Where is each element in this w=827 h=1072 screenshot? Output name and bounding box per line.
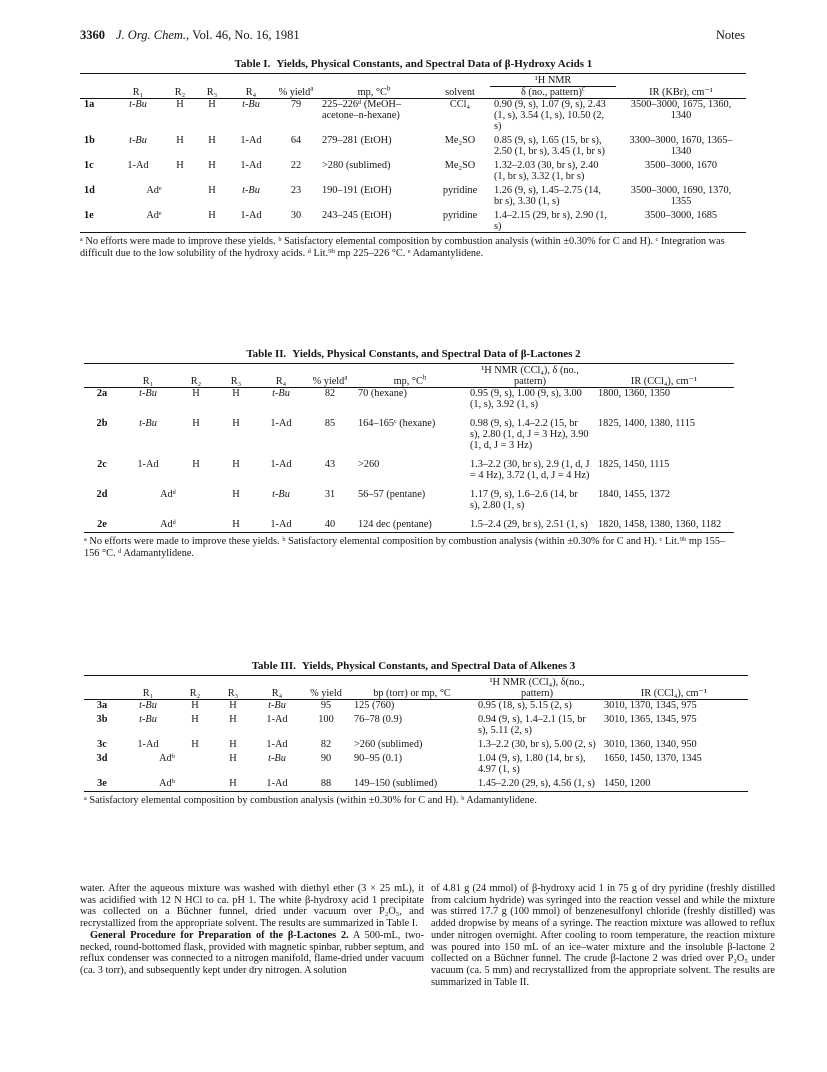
body-paragraph: water. After the aqueous mixture was washed with diethyl ether (3 × 25 mL), it was acidified with 12 N HCl to ca. pH 1. The white β-hydroxy acid 1 precipitate was collected on a Büchner funnel, dried under vacuum over P₂O₅, and recrystallized from the appropriate solvent. The results are summarized in Table I. xyxy=(80,883,424,930)
table-row: 3e Adᵇ H 1-Ad 88 149–150 (sublimed) 1.45–2.20 (29, s), 4.56 (1, s) 1450, 1200 xyxy=(84,775,748,792)
table-row: 1a t-Bu H H t-Bu 79 225–226ᵈ (MeOH–acetone–n-hexane) CCl₄ 0.90 (9, s), 1.07 (9, s), 2.43 (1, s), 3.54 (1, s), 10.50 (2, s) 3500–3000, 1675, 1360, 1340 xyxy=(84,99,732,132)
table-row: 3d Adᵇ H t-Bu 90 90–95 (0.1) 1.04 (9, s), 1.80 (14, br s), 4.97 (1, s) 1650, 1450, 1370, 1345 xyxy=(96,753,702,775)
table-3 xyxy=(84,675,748,792)
journal-volume: Vol. 46, No. 16, 1981 xyxy=(192,28,300,42)
table-3-header-yield: % yield xyxy=(310,688,342,699)
table-1-header-solvent: solvent xyxy=(445,87,475,98)
table-2-header-ir: IR (CCl₄), cm⁻¹ xyxy=(630,376,698,387)
table-3-header-r2: R₂ xyxy=(189,688,201,699)
table-1-header-r1: R₁ xyxy=(132,87,144,98)
table-row: 2c 1-Ad H H 1-Ad 43 >260 1.3–2.2 (30, br s), 2.9 (1, d, J = 4 Hz), 3.72 (1, d, J = 4 Hz) 1825, 1450, 1115 xyxy=(97,459,670,481)
body-left-column xyxy=(80,883,424,977)
table-1-caption: Table I. Yields, Physical Constants, and Spectral Data of β-Hydroxy Acids 1 xyxy=(234,58,593,70)
table-2-header-r1: R₁ xyxy=(142,376,154,387)
section-name: Notes xyxy=(715,28,745,42)
table-3-caption: Table III. Yields, Physical Constants, and Spectral Data of Alkenes 3 xyxy=(251,660,576,672)
table-1-header-mp: mp, $^\circ C^b$ xyxy=(357,84,391,98)
table-row: 2a t-Bu H H t-Bu 82 70 (hexane) 0.95 (9, s), 1.00 (9, s), 3.00 (1, s), 3.92 (1, s) 1800, 1360, 1350 xyxy=(96,388,671,410)
journal-name: J. Org. Chem., Vol. 46, No. 16, 1981 xyxy=(116,28,300,42)
table-2-header-mp: mp, $^\circ C^b$ xyxy=(393,373,427,387)
table-2-header-r4: R₄ xyxy=(275,376,287,387)
table-row: 2e Adᵈ H 1-Ad 40 124 dec (pentane) 1.5–2.4 (29, br s), 2.51 (1, s) 1820, 1458, 1380, 1360, 1182 xyxy=(84,511,734,533)
table-row: 1d Adᵉ H t-Bu 23 190–191 (EtOH) pyridine 1.26 (9, s), 1.45–2.75 (14, br s), 3.30 (1, s) 3500–3000, 1690, 1370, 1355 xyxy=(84,185,732,207)
table-1-footnotes: ᵃ No efforts were made to improve these yields. ᵇ Satisfactory elemental composition by combustion analysis (within ±0.30% for C and H). ᶜ Integration was difficult due to the low solubility of the hydroxy acids. ᵈ Lit.⁹ᵇ mp 225–226 °C. ᵉ Adamantylidene. xyxy=(80,236,725,259)
table-2-block xyxy=(0,348,827,560)
table-1 xyxy=(80,73,746,233)
section-heading: General Procedure for Preparation of the β-Lactones 2. xyxy=(90,929,349,941)
table-1-header-nmr: δ (no., pattern)$^c$ xyxy=(520,84,585,98)
table-1-block xyxy=(0,58,827,260)
table-3-header-r1: R₁ xyxy=(142,688,154,699)
page-number: 3360 xyxy=(80,28,105,42)
table-row: 1c 1-Ad H H 1-Ad 22 >280 (sublimed) Me₂SO 1.32–2.03 (30, br s), 2.40 (1, br s), 3.32 (1, br s) 3500–3000, 1670 xyxy=(84,160,718,182)
table-2-footnotes: ᵃ No efforts were made to improve these yields. ᵇ Satisfactory elemental composition by combustion analysis (within ±0.30% for C and H). ᶜ Lit.⁹ᵇ mp 155–156 °C. ᵈ Adamantylidene. xyxy=(84,536,726,559)
table-3-footnotes: ᵃ Satisfactory elemental composition by combustion analysis (within ±0.30% for C and H). ᵇ Adamantylidene. xyxy=(84,795,537,806)
table-2-header-r2: R₂ xyxy=(190,376,202,387)
table-row: 2d Adᵈ H t-Bu 31 56–57 (pentane) 1.17 (9, s), 1.6–2.6 (14, br s), 2.80 (1, s) 1840, 1455, 1372 xyxy=(96,489,671,511)
table-1-header-r3: R₃ xyxy=(206,87,218,98)
table-3-block xyxy=(0,660,827,807)
table-2 xyxy=(84,363,734,533)
table-3-header-ir: IR (CCl₄), cm⁻¹ xyxy=(640,688,708,699)
table-2-header-yield: % yield$^a$ xyxy=(312,373,348,387)
table-3-header-nmr: ¹H NMR (CCl₄), δ(no., pattern) xyxy=(489,677,585,699)
table-2-caption: Table II. Yields, Physical Constants, and Spectral Data of β-Lactones 2 xyxy=(246,348,581,360)
table-1-nmr-group-header: ¹H NMR xyxy=(490,74,616,87)
body-right-column xyxy=(431,883,775,988)
table-1-header-r2: R₂ xyxy=(174,87,186,98)
table-2-header-r3: R₃ xyxy=(230,376,242,387)
table-row: 3b t-Bu H H 1-Ad 100 76–78 (0.9) 0.94 (9, s), 1.4–2.1 (15, br s), 5.11 (2, s) 3010, 1365, 1345, 975 xyxy=(96,714,697,736)
table-1-header-yield: % yield$^a$ xyxy=(278,84,314,98)
table-row: 1e Adᵉ H 1-Ad 30 243–245 (EtOH) pyridine 1.4–2.15 (29, br s), 2.90 (1, s) 3500–3000, 1685 xyxy=(80,207,746,233)
running-header xyxy=(80,28,745,46)
table-row: 3c 1-Ad H H 1-Ad 82 >260 (sublimed) 1.3–2.2 (30, br s), 5.00 (2, s) 3010, 1360, 1340, 950 xyxy=(97,739,697,750)
table-1-header-r4: R₄ xyxy=(245,87,257,98)
table-2-header-nmr: ¹H NMR (CCl₄), δ (no., pattern) xyxy=(481,365,579,387)
table-3-header-r3: R₃ xyxy=(227,688,239,699)
table-3-header-r4: R₄ xyxy=(271,688,283,699)
body-paragraph: General Procedure for Preparation of the β-Lactones 2. A 500-mL, two-necked, round-bottomed flask, provided with magnetic spinbar, rubber septum, and reflux condenser was connected to a nitrogen manifold, flame-dried under vacuum (ca. 3 torr), and subsequently kept under dry nitrogen. A solution xyxy=(80,929,424,976)
table-row: 1b t-Bu H H 1-Ad 64 279–281 (EtOH) Me₂SO 0.85 (9, s), 1.65 (15, br s), 2.50 (1, br s), 3.45 (1, br s) 3300–3000, 1670, 1365–1340 xyxy=(84,135,733,157)
table-1-header-ir: IR (KBr), cm⁻¹ xyxy=(649,87,713,98)
table-row: 3a t-Bu H H t-Bu 95 125 (760) 0.95 (18, s), 5.15 (2, s) 3010, 1370, 1345, 975 xyxy=(96,700,697,711)
table-row: 2b t-Bu H H 1-Ad 85 164–165ᶜ (hexane) 0.98 (9, s), 1.4–2.2 (15, br s), 2.80 (1, d, J = 3 Hz), 3.90 (1, d, J = 3 Hz) 1825, 1400, 1380, 1115 xyxy=(96,418,696,451)
body-paragraph: of 4.81 g (24 mmol) of β-hydroxy acid 1 in 75 g of dry pyridine (freshly distilled from calcium hydride) was syringed into the reaction vessel and while the mixture was stirred 17.7 g (100 mmol) of benzenesulfonyl chloride (freshly distilled) was added dropwise by means of a syringe. The reaction mixture was allowed to reflux under nitrogen overnight. After cooling to room temperature, the reaction mixture was poured into 150 mL of an ice–water mixture and the insoluble β-lactone 2 collected on a Büchner funnel. The crude β-lactone 2 was dried over P₂O₅ under vacuum (ca. 5 mm) and recrystallized from the appropriate solvent. The results are summarized in Table II. xyxy=(431,883,775,988)
table-3-header-bp: bp (torr) or mp, °C xyxy=(373,688,451,699)
